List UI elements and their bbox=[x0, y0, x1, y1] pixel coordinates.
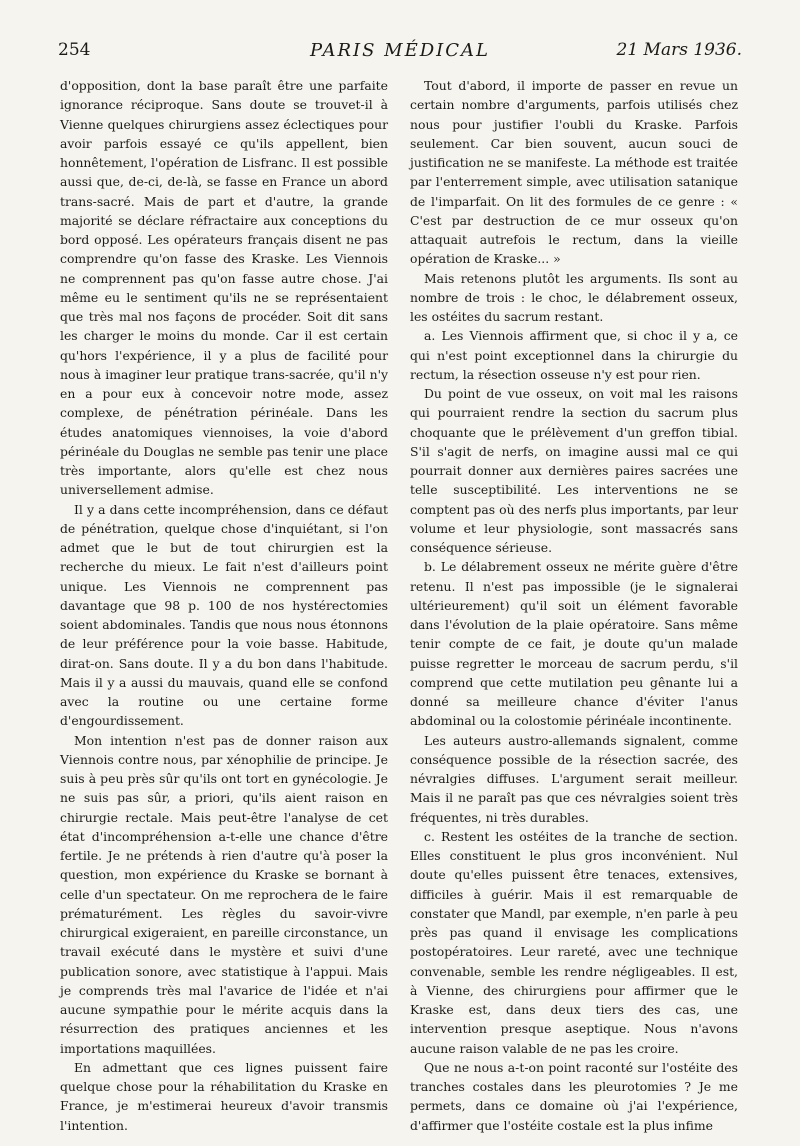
issue-date: 21 Mars 1936. bbox=[616, 40, 742, 60]
paragraph: Mon intention n'est pas de donner raison aux Viennois contre nous, par xénophilie de principe. Je suis à peu près sûr qu'ils ont tort en gynécologie. Je ne suis pas sûr, a priori, qu'ils aient raison en chirurgie rectale. Mais peut-être l'analyse de cet état d'incompréhension a-t-elle une chance d'être fertile. Je ne prétends à rien d'autre qu'à poser la question, mon expérience du Kraske se bornant à celle d'un spectateur. On me reprochera de le faire prématurément. Les règles du savoir-vivre chirurgical exigeraient, en pareille circonstance, un travail exécuté dans le mystère et suivi d'une publication sonore, avec statistique à l'appui. Mais je comprends très mal l'avarice de l'idée et n'ai aucune sympathie pour le mérite acquis dans la résurrection des pratiques anciennes et les importations maquillées. bbox=[60, 732, 388, 1056]
paragraph: c. Restent les ostéites de la tranche de section. Elles constituent le plus gros inconvénient. Nul doute qu'elles puissent être tenaces, extensives, difficiles à guérir. Mais il est remarquable de constater que Mandl, par exemple, n'en parle à peu près pas quand il envisage les complications postopératoires. Leur rareté, avec une technique convenable, semble les rendre négligeables. Il est, à Vienne, des chirurgiens pour affirmer que le Kraske est, dans deux tiers des cas, une intervention presque aseptique. Nous n'avons aucune raison valable de ne pas les croire. bbox=[410, 828, 738, 1056]
paragraph: b. Le délabrement osseux ne mérite guère d'être retenu. Il n'est pas impossible (je le signalerai ultérieurement) qu'il soit un élément favorable dans l'évolution de la plaie opératoire. Sans même tenir compte de ce fait, je doute qu'un malade puisse regretter le morceau de sacrum perdu, s'il comprend que cette mutilation peu gênante lui a donné sa meilleure chance d'éviter l'anus abdominal ou la colostomie périnéale incontinente. bbox=[410, 559, 738, 729]
right-column bbox=[410, 76, 738, 1135]
paragraph: Les auteurs austro-allemands signalent, comme conséquence possible de la résection sacrée, des névralgies diffuses. L'argument serait meilleur. Mais il ne paraît pas que ces névralgies soient très fréquentes, ni très durables. bbox=[410, 732, 738, 825]
left-column bbox=[60, 76, 388, 1135]
journal-title: PARIS MÉDICAL bbox=[309, 40, 490, 61]
paragraph: Mais retenons plutôt les arguments. Ils sont au nombre de trois : le choc, le délabrement osseux, les ostéites du sacrum restant. bbox=[410, 270, 738, 324]
paragraph: Que ne nous a-t-on point raconté sur l'ostéite des tranches costales dans les pleurotomies ? Je me permets, dans ce domaine où j'ai l'expérience, d'affirmer que l'ostéite costale est la plus infime bbox=[410, 1059, 738, 1133]
paragraph: Du point de vue osseux, on voit mal les raisons qui pourraient rendre la section du sacrum plus choquante que le prélèvement d'un greffon tibial. S'il s'agit de nerfs, on imagine aussi mal ce qui pourrait donner aux dernières paires sacrées une telle susceptibilité. Les interventions ne se comptent pas où des nerfs plus importants, par leur volume et leur physiologie, sont massacrés sans conséquence sérieuse. bbox=[410, 386, 738, 555]
paragraph: Il y a dans cette incompréhension, dans ce défaut de pénétration, quelque chose d'inquiétant, si l'on admet que le but de tout chirurgien est la recherche du mieux. Le fait n'est d'ailleurs point unique. Les Viennois ne comprennent pas davantage que 98 p. 100 de nos hystérectomies soient abdominales. Tandis que nous nous étonnons de leur préférence pour la voie basse. Habitude, dirat-on. Sans doute. Il y a du bon dans l'habitude. Mais il y a aussi du mauvais, quand elle se confond avec la routine ou une certaine forme d'engourdissement. bbox=[60, 501, 388, 729]
paragraph: En admettant que ces lignes puissent faire quelque chose pour la réhabilitation du Kraske en France, je m'estimerai heureux d'avoir transmis l'intention. bbox=[60, 1059, 388, 1133]
page-number: 254 bbox=[58, 40, 91, 60]
paragraph: a. Les Viennois affirment que, si choc il y a, ce qui n'est point exceptionnel dans la chirurgie du rectum, la résection osseuse n'y est pour rien. bbox=[410, 328, 738, 382]
running-header bbox=[58, 40, 742, 68]
paragraph: Tout d'abord, il importe de passer en revue un certain nombre d'arguments, parfois utilisés chez nous pour justifier l'oubli du Kraske. Parfois seulement. Car bien souvent, aucun souci de justification ne se manifeste. La méthode est traitée par l'enterrement simple, avec utilisation satanique de l'imparfait. On lit des formules de ce genre : « C'est par destruction de ce mur osseux qu'on attaquait autrefois le rectum, dans la vieille opération de Kraske... » bbox=[410, 78, 738, 267]
paragraph: d'opposition, dont la base paraît être une parfaite ignorance réciproque. Sans doute se trouvet-il à Vienne quelques chirurgiens assez éclectiques pour avoir parfois essayé ce qu'ils appellent, bien honnêtement, l'opération de Lisfranc. Il est possible aussi que, de-ci, de-là, se fasse en France un abord trans-sacré. Mais de part et d'autre, la grande majorité se déclare réfractaire aux conceptions du bord opposé. Les opérateurs français disent ne pas comprendre qu'on fasse des Kraske. Les Viennois ne comprennent pas qu'on fasse autre chose. J'ai même eu le sentiment qu'ils ne se représentaient que très mal nos façons de procéder. Soit dit sans les charger le moins du monde. Car il est certain qu'hors l'expérience, il y a plus de facilité pour nous à imaginer leur pratique trans-sacrée, qu'il n'y en a pour eux à concevoir notre mode, assez complexe, de pénétration périnéale. Dans les études anatomiques viennoises, la voie d'abord périnéale du Douglas ne semble pas tenir une place très importante, alors qu'elle est chez nous universellement admise. bbox=[60, 78, 388, 498]
